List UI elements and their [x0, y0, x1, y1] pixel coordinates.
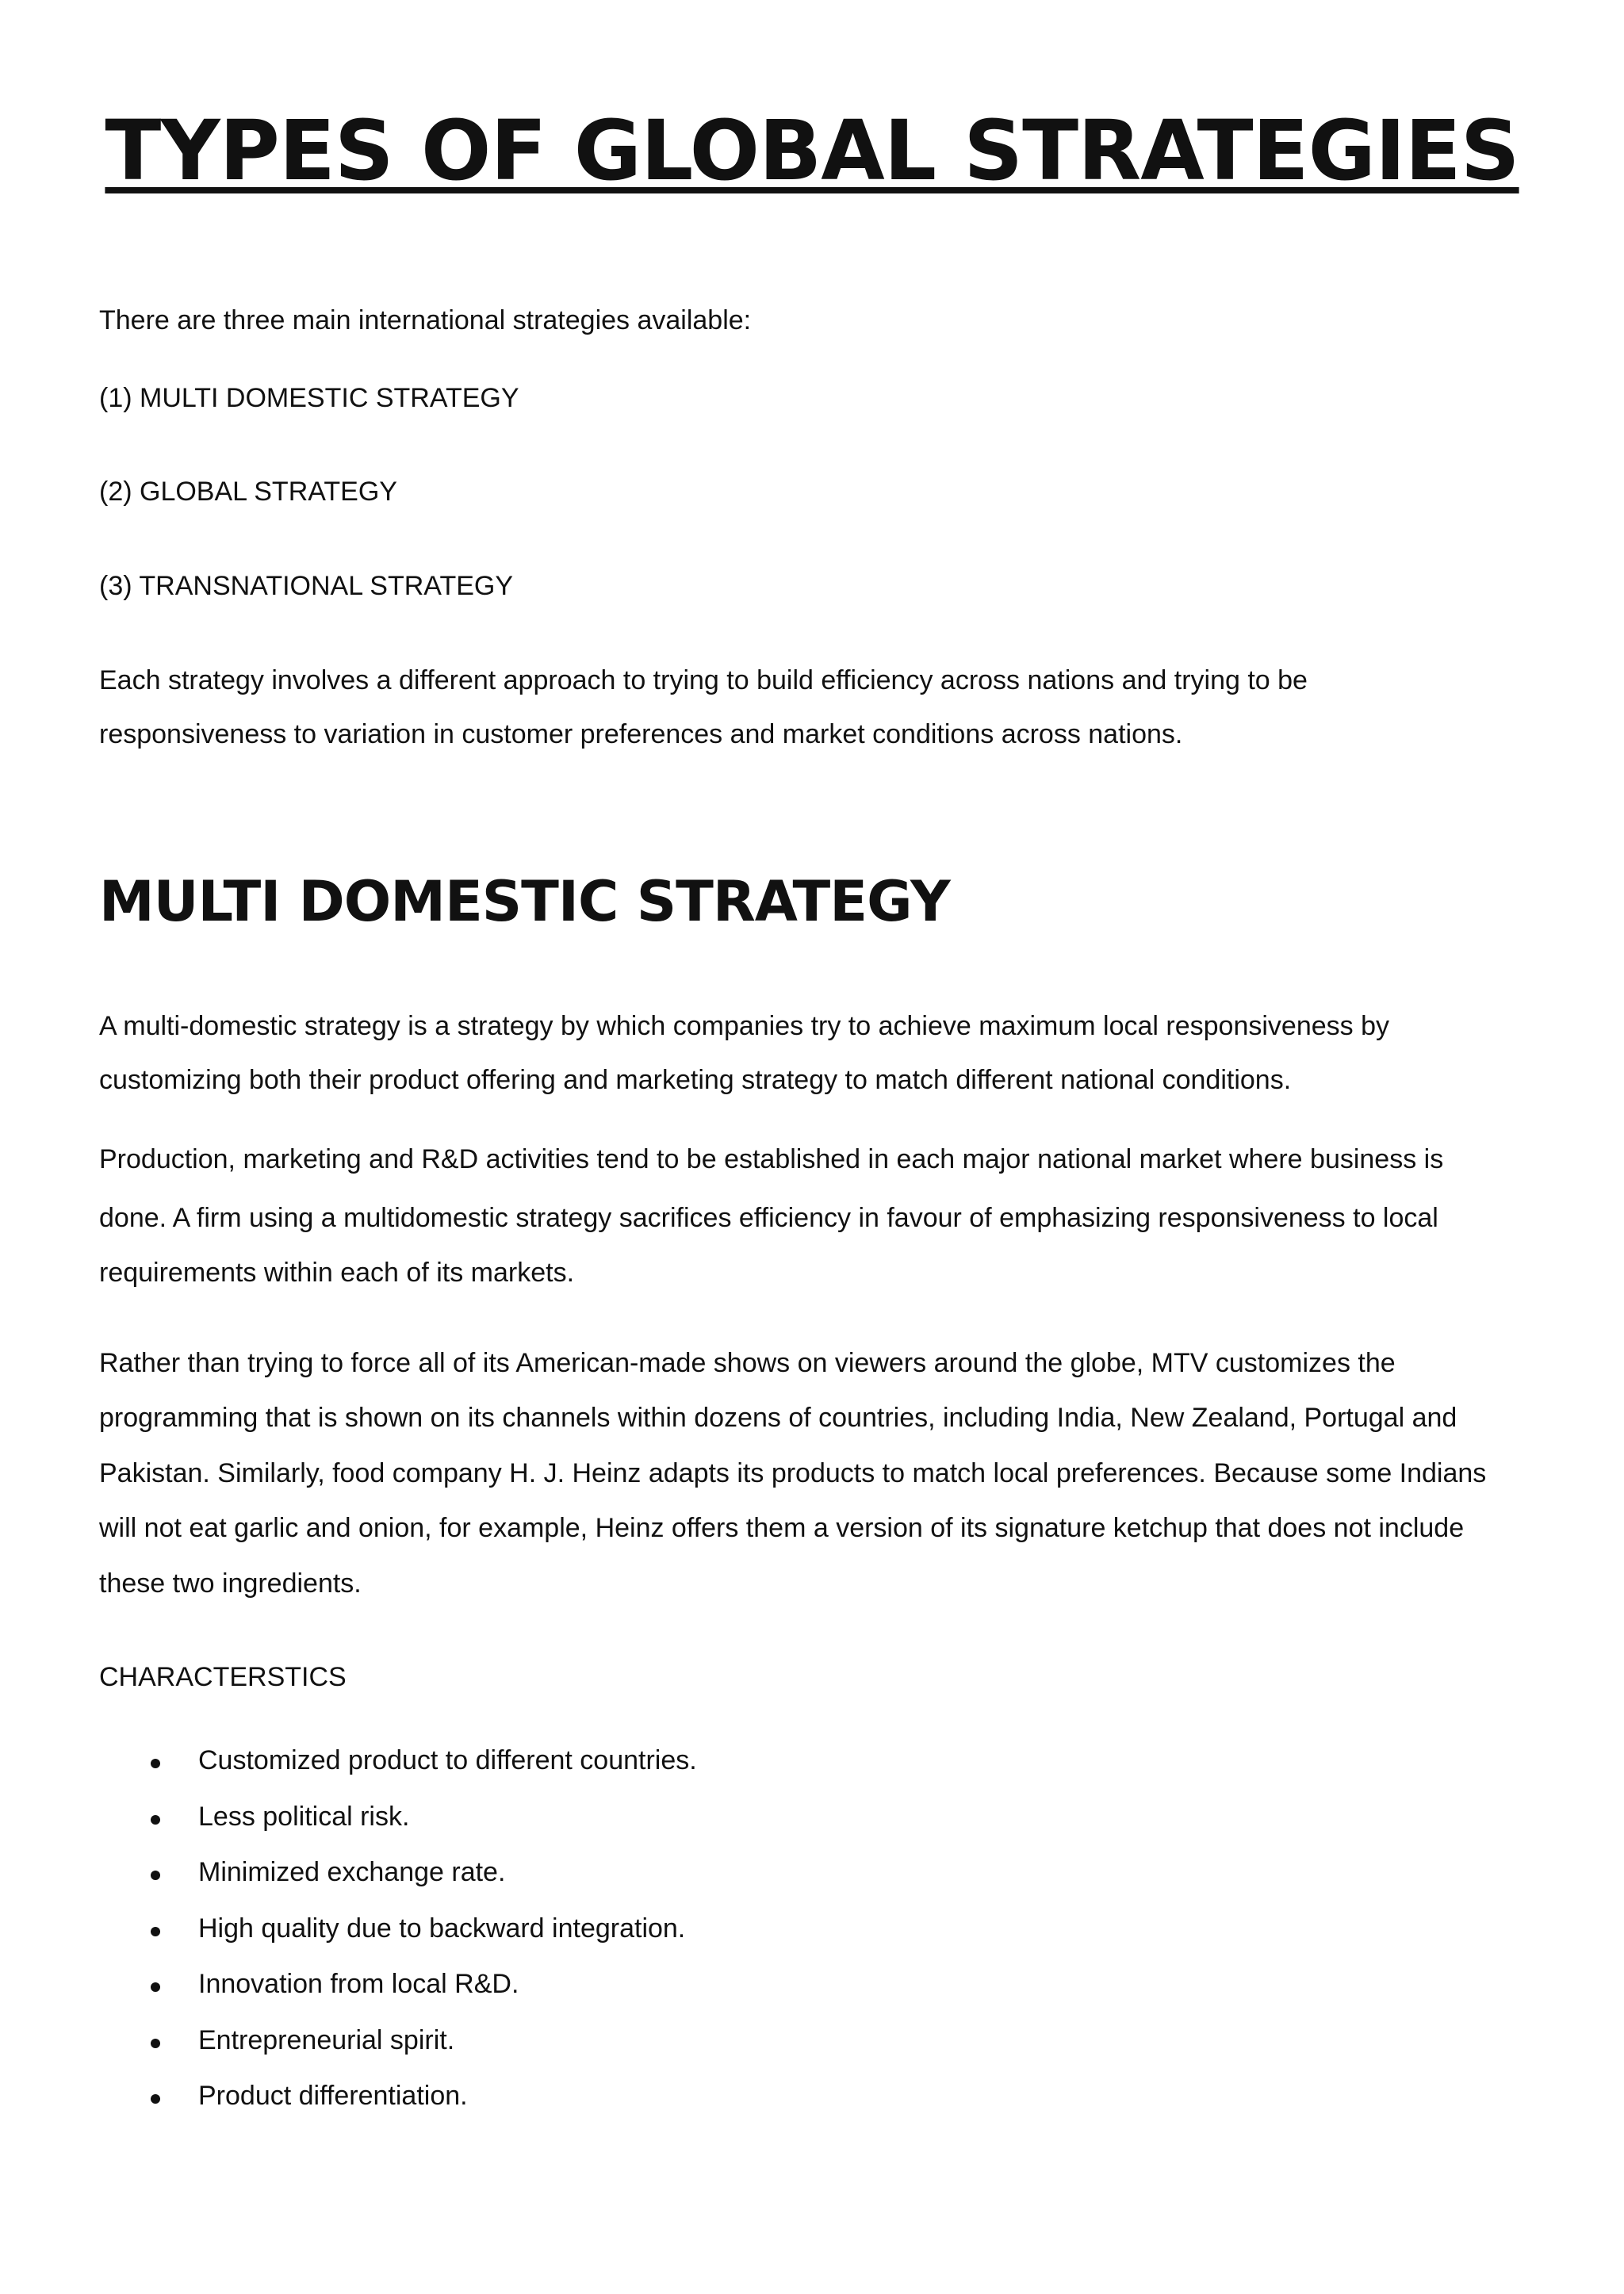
para3-line-4: will not eat garlic and onion, for example, Heinz offers them a version of its signature ketchup that does not include [99, 1513, 1465, 1543]
characteristics-list [99, 1744, 697, 2136]
list-item-text: High quality due to backward integration. [198, 1913, 686, 1944]
page-title-text: TYPES OF GLOBAL STRATEGIES [105, 102, 1519, 199]
list-item [99, 1744, 697, 1801]
list-item-text: Product differentiation. [198, 2081, 468, 2111]
list-item-text: Entrepreneurial spirit. [198, 2024, 455, 2055]
para3-line-1: Rather than trying to force all of its American-made shows on viewers around the globe, MTV customizes the [99, 1348, 1396, 1378]
para3-line-2: programming that is shown on its channels within dozens of countries, including India, New Zealand, Portugal and [99, 1403, 1457, 1433]
summary-line-1: Each strategy involves a different approach to trying to build efficiency across nations and trying to be [99, 665, 1308, 695]
intro-lead: There are three main international strategies available: [99, 305, 752, 335]
list-item-text: Customized product to different countries. [198, 1745, 697, 1775]
list-item [99, 1856, 697, 1913]
strategy-list-item-3: (3) TRANSNATIONAL STRATEGY [99, 571, 514, 601]
list-item [99, 1968, 697, 2024]
list-item-text: Innovation from local R&D. [198, 1969, 519, 1999]
bullet-icon [151, 2039, 160, 2048]
section-heading: MULTI DOMESTIC STRATEGY [99, 869, 950, 934]
para2-line-2: done. A firm using a multidomestic strategy sacrifices efficiency in favour of emphasizing responsiveness to local [99, 1203, 1438, 1233]
para2-line-1: Production, marketing and R&D activities tend to be established in each major national market where business is [99, 1144, 1444, 1174]
para2-line-3: requirements within each of its markets. [99, 1258, 575, 1288]
list-item [99, 1913, 697, 1969]
para1-line-2: customizing both their product offering and marketing strategy to match different national conditions. [99, 1065, 1292, 1095]
bullet-icon [151, 2094, 160, 2104]
strategy-list-item-1: (1) MULTI DOMESTIC STRATEGY [99, 383, 519, 413]
strategy-list-item-2: (2) GLOBAL STRATEGY [99, 477, 397, 507]
page-title [0, 101, 1624, 201]
para1-line-1: A multi-domestic strategy is a strategy by which companies try to achieve maximum local responsiveness by [99, 1011, 1389, 1041]
list-item [99, 2080, 697, 2136]
bullet-icon [151, 1927, 160, 1936]
bullet-icon [151, 1759, 160, 1768]
summary-line-2: responsiveness to variation in customer preferences and market conditions across nations. [99, 719, 1183, 749]
bullet-icon [151, 1815, 160, 1825]
list-item [99, 1801, 697, 1857]
characteristics-label: CHARACTERSTICS [99, 1662, 347, 1692]
para3-line-5: these two ingredients. [99, 1568, 362, 1599]
bullet-icon [151, 1871, 160, 1880]
para3-line-3: Pakistan. Similarly, food company H. J. Heinz adapts its products to match local preferences. Because some Indians [99, 1458, 1487, 1488]
list-item [99, 2024, 697, 2081]
bullet-icon [151, 1982, 160, 1992]
list-item-text: Minimized exchange rate. [198, 1857, 506, 1887]
list-item-text: Less political risk. [198, 1801, 410, 1832]
